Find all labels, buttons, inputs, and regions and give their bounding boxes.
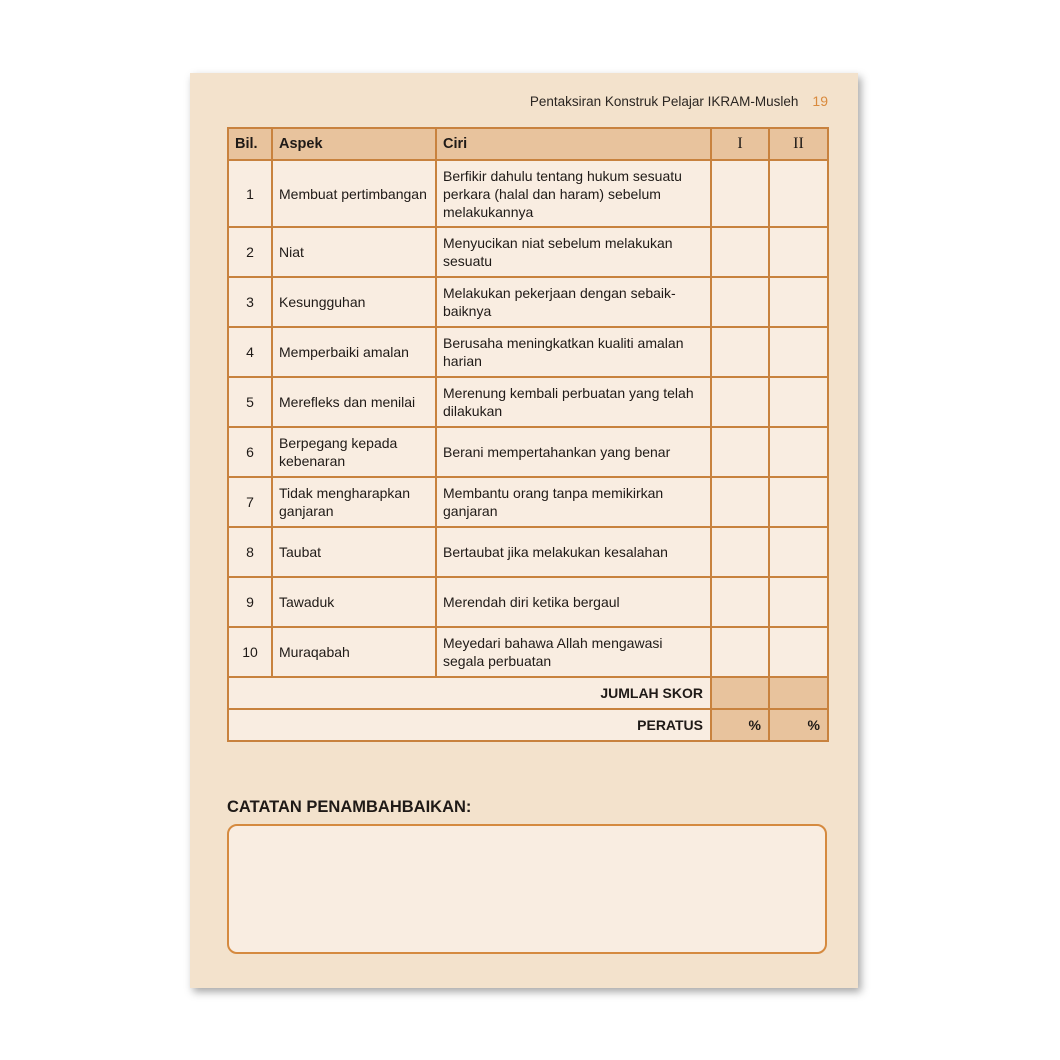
score-cell-ii[interactable] bbox=[769, 627, 828, 677]
running-header bbox=[530, 93, 828, 109]
table-row bbox=[228, 477, 828, 527]
total-score-label: JUMLAH SKOR bbox=[228, 677, 711, 709]
column-header-ii: II bbox=[769, 128, 828, 160]
score-cell-i[interactable] bbox=[711, 427, 769, 477]
score-cell-ii[interactable] bbox=[769, 477, 828, 527]
row-aspek: Muraqabah bbox=[272, 627, 436, 677]
row-aspek: Niat bbox=[272, 227, 436, 277]
table-row bbox=[228, 627, 828, 677]
row-ciri: Bertaubat jika melakukan kesalahan bbox=[436, 527, 711, 577]
row-number: 10 bbox=[228, 627, 272, 677]
row-aspek: Kesungguhan bbox=[272, 277, 436, 327]
total-score-cell-i[interactable] bbox=[711, 677, 769, 709]
column-header-i: I bbox=[711, 128, 769, 160]
running-header-title: Pentaksiran Konstruk Pelajar IKRAM-Musleh bbox=[529, 93, 799, 109]
row-ciri: Berfikir dahulu tentang hukum sesuatu perkara (halal dan haram) sebelum melakukannya bbox=[436, 160, 711, 227]
table-row bbox=[228, 577, 828, 627]
score-cell-ii[interactable] bbox=[769, 277, 828, 327]
notes-title: CATATAN PENAMBAHBAIKAN: bbox=[227, 798, 472, 816]
score-cell-ii[interactable] bbox=[769, 227, 828, 277]
row-ciri: Membantu orang tanpa memikirkan ganjaran bbox=[436, 477, 711, 527]
score-cell-i[interactable] bbox=[711, 160, 769, 227]
table-row bbox=[228, 277, 828, 327]
row-ciri: Berani mempertahankan yang benar bbox=[436, 427, 711, 477]
score-cell-i[interactable] bbox=[711, 377, 769, 427]
score-cell-i[interactable] bbox=[711, 227, 769, 277]
row-aspek: Taubat bbox=[272, 527, 436, 577]
percentage-row bbox=[228, 709, 828, 741]
row-aspek: Memperbaiki amalan bbox=[272, 327, 436, 377]
column-header-bil: Bil. bbox=[228, 128, 272, 160]
score-cell-ii[interactable] bbox=[769, 160, 828, 227]
row-ciri: Berusaha meningkatkan kualiti amalan harian bbox=[436, 327, 711, 377]
row-number: 8 bbox=[228, 527, 272, 577]
percentage-cell-i[interactable]: % bbox=[711, 709, 769, 741]
row-ciri: Melakukan pekerjaan dengan sebaik-baiknya bbox=[436, 277, 711, 327]
table-row bbox=[228, 377, 828, 427]
percentage-label: PERATUS bbox=[228, 709, 711, 741]
row-aspek: Tidak mengharapkan ganjaran bbox=[272, 477, 436, 527]
table-row bbox=[228, 527, 828, 577]
document-page bbox=[190, 73, 858, 988]
total-score-cell-ii[interactable] bbox=[769, 677, 828, 709]
row-number: 4 bbox=[228, 327, 272, 377]
row-aspek: Membuat pertimbangan bbox=[272, 160, 436, 227]
score-cell-i[interactable] bbox=[711, 577, 769, 627]
total-score-row bbox=[228, 677, 828, 709]
table-header-row bbox=[228, 128, 828, 160]
assessment-table bbox=[227, 127, 829, 742]
score-cell-i[interactable] bbox=[711, 527, 769, 577]
row-aspek: Merefleks dan menilai bbox=[272, 377, 436, 427]
table-row bbox=[228, 427, 828, 477]
row-number: 2 bbox=[228, 227, 272, 277]
score-cell-ii[interactable] bbox=[769, 377, 828, 427]
table-row bbox=[228, 327, 828, 377]
score-cell-i[interactable] bbox=[711, 627, 769, 677]
row-ciri: Menyucikan niat sebelum melakukan sesuatu bbox=[436, 227, 711, 277]
row-aspek: Tawaduk bbox=[272, 577, 436, 627]
row-ciri: Merenung kembali perbuatan yang telah dilakukan bbox=[436, 377, 711, 427]
notes-box[interactable] bbox=[227, 824, 827, 954]
row-aspek: Berpegang kepada kebenaran bbox=[272, 427, 436, 477]
row-number: 1 bbox=[228, 160, 272, 227]
row-number: 7 bbox=[228, 477, 272, 527]
score-cell-ii[interactable] bbox=[769, 527, 828, 577]
table-row bbox=[228, 227, 828, 277]
score-cell-ii[interactable] bbox=[769, 427, 828, 477]
page-number: 19 bbox=[812, 93, 828, 109]
score-cell-i[interactable] bbox=[711, 277, 769, 327]
row-number: 6 bbox=[228, 427, 272, 477]
percentage-cell-ii[interactable]: % bbox=[769, 709, 828, 741]
row-ciri: Merendah diri ketika bergaul bbox=[436, 577, 711, 627]
row-number: 5 bbox=[228, 377, 272, 427]
table-row bbox=[228, 160, 828, 227]
column-header-ciri: Ciri bbox=[436, 128, 711, 160]
row-ciri: Meyedari bahawa Allah mengawasi segala perbuatan bbox=[436, 627, 711, 677]
score-cell-ii[interactable] bbox=[769, 577, 828, 627]
score-cell-ii[interactable] bbox=[769, 327, 828, 377]
row-number: 3 bbox=[228, 277, 272, 327]
score-cell-i[interactable] bbox=[711, 327, 769, 377]
score-cell-i[interactable] bbox=[711, 477, 769, 527]
column-header-aspek: Aspek bbox=[272, 128, 436, 160]
row-number: 9 bbox=[228, 577, 272, 627]
